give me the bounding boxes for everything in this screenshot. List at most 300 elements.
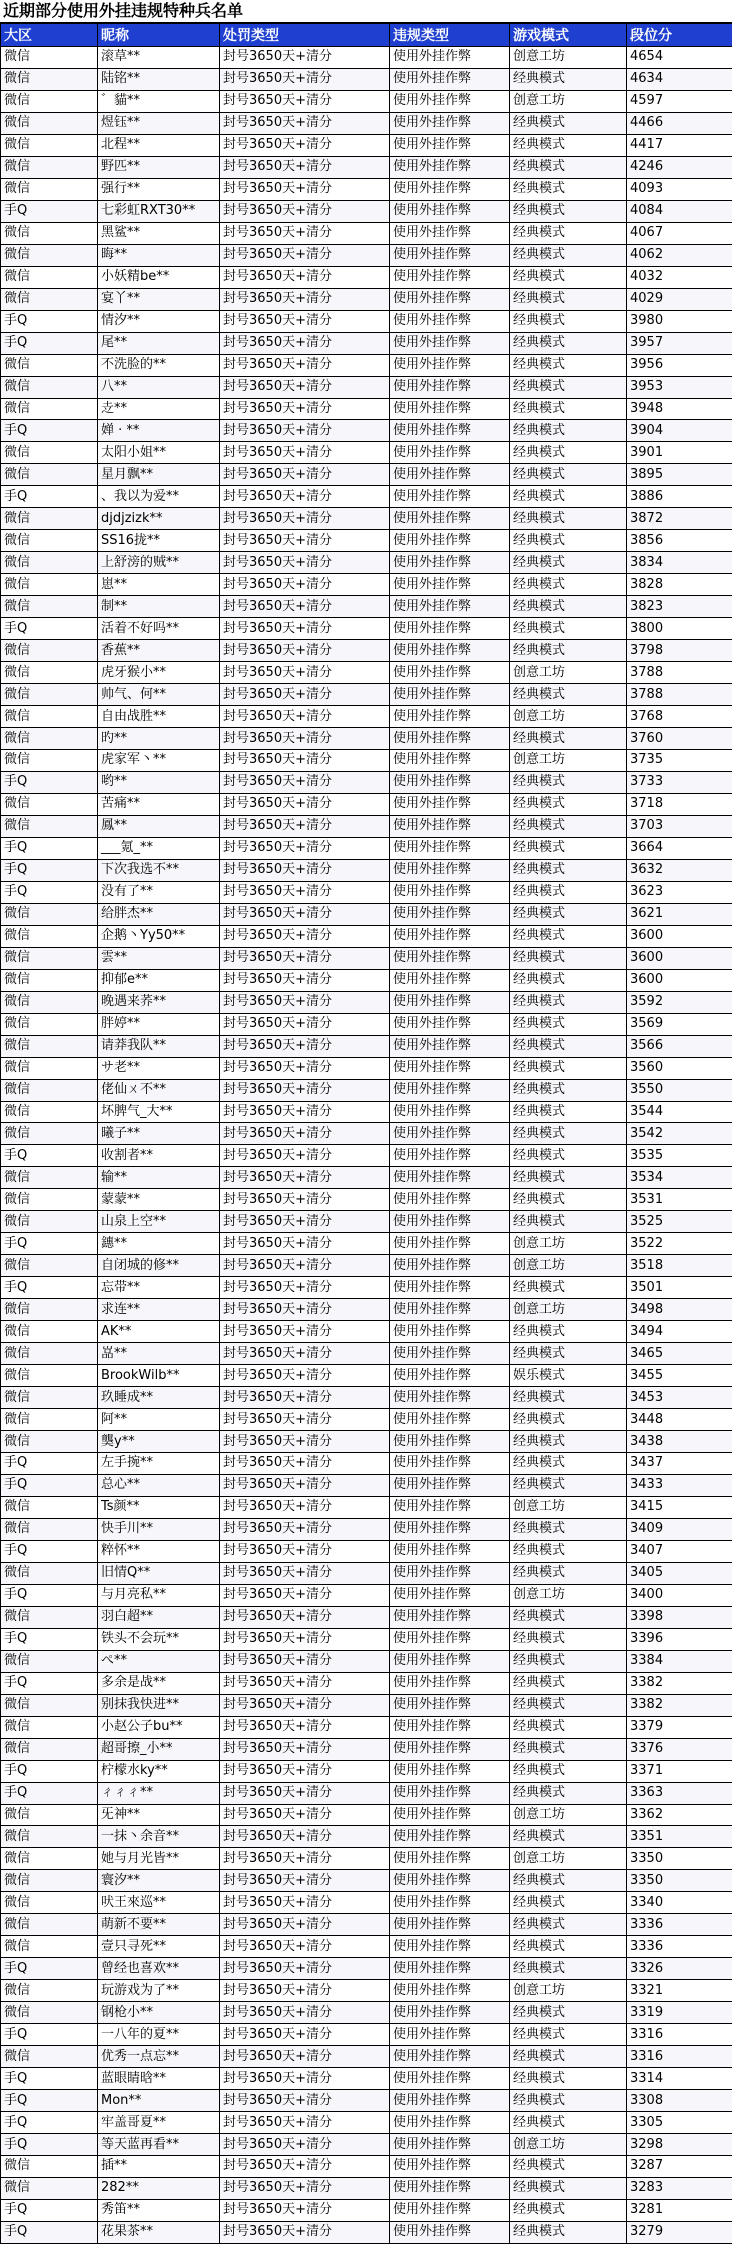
cell-rank-score: 3760: [627, 728, 732, 750]
cell-violation-type: 使用外挂作弊: [390, 947, 510, 969]
cell-game-mode: 创意工坊: [510, 1255, 627, 1277]
cell-region: 微信: [1, 1321, 98, 1343]
table-row: [1, 640, 732, 662]
cell-penalty-type: 封号3650天+清分: [220, 1804, 390, 1826]
cell-nickname: 一抹丶余音**: [98, 1826, 220, 1848]
cell-nickname: 没有了**: [98, 881, 220, 903]
cell-penalty-type: 封号3650天+清分: [220, 332, 390, 354]
cell-rank-score: 3433: [627, 1474, 732, 1496]
cell-penalty-type: 封号3650天+清分: [220, 134, 390, 156]
cell-game-mode: 经典模式: [510, 2002, 627, 2024]
cell-penalty-type: 封号3650天+清分: [220, 1365, 390, 1387]
cell-rank-score: 4084: [627, 200, 732, 222]
table-row: [1, 684, 732, 706]
cell-nickname: ぺ**: [98, 1650, 220, 1672]
table-row: [1, 728, 732, 750]
table-row: [1, 837, 732, 859]
cell-rank-score: 4062: [627, 244, 732, 266]
cell-violation-type: 使用外挂作弊: [390, 1409, 510, 1431]
cell-region: 微信: [1, 222, 98, 244]
cell-rank-score: 3600: [627, 925, 732, 947]
table-row: [1, 1936, 732, 1958]
cell-region: 微信: [1, 1892, 98, 1914]
cell-nickname: 柠檬水ky**: [98, 1760, 220, 1782]
cell-penalty-type: 封号3650天+清分: [220, 596, 390, 618]
cell-game-mode: 经典模式: [510, 1189, 627, 1211]
cell-region: 微信: [1, 1914, 98, 1936]
cell-game-mode: 经典模式: [510, 947, 627, 969]
cell-rank-score: 3872: [627, 508, 732, 530]
cell-nickname: 求连**: [98, 1299, 220, 1321]
cell-rank-score: 4597: [627, 90, 732, 112]
cell-region: 微信: [1, 1365, 98, 1387]
cell-violation-type: 使用外挂作弊: [390, 706, 510, 728]
cell-violation-type: 使用外挂作弊: [390, 1255, 510, 1277]
cell-violation-type: 使用外挂作弊: [390, 771, 510, 793]
cell-violation-type: 使用外挂作弊: [390, 1431, 510, 1453]
cell-rank-score: 3316: [627, 2024, 732, 2046]
cell-region: 微信: [1, 1255, 98, 1277]
cell-nickname: 粹怀**: [98, 1540, 220, 1562]
cell-penalty-type: 封号3650天+清分: [220, 2221, 390, 2243]
cell-nickname: 苦痛**: [98, 793, 220, 815]
cell-region: 微信: [1, 793, 98, 815]
cell-penalty-type: 封号3650天+清分: [220, 1409, 390, 1431]
cell-nickname: 晦**: [98, 244, 220, 266]
cell-rank-score: 4246: [627, 156, 732, 178]
cell-game-mode: 经典模式: [510, 354, 627, 376]
cell-rank-score: 3283: [627, 2177, 732, 2199]
table-row: [1, 266, 732, 288]
cell-rank-score: 3362: [627, 1804, 732, 1826]
table-row: [1, 68, 732, 90]
table-row: [1, 1870, 732, 1892]
cell-nickname: 抑郁e**: [98, 969, 220, 991]
cell-penalty-type: 封号3650天+清分: [220, 1892, 390, 1914]
cell-rank-score: 3340: [627, 1892, 732, 1914]
cell-rank-score: 3632: [627, 859, 732, 881]
cell-game-mode: 经典模式: [510, 1211, 627, 1233]
cell-nickname: 鳳**: [98, 815, 220, 837]
cell-violation-type: 使用外挂作弊: [390, 1738, 510, 1760]
cell-game-mode: 经典模式: [510, 903, 627, 925]
cell-rank-score: 3957: [627, 332, 732, 354]
table-row: [1, 1409, 732, 1431]
cell-violation-type: 使用外挂作弊: [390, 420, 510, 442]
header-violation-type: 违规类型: [390, 24, 510, 47]
cell-rank-score: 3621: [627, 903, 732, 925]
table-row: [1, 310, 732, 332]
cell-violation-type: 使用外挂作弊: [390, 969, 510, 991]
cell-region: 微信: [1, 574, 98, 596]
cell-rank-score: 3518: [627, 1255, 732, 1277]
cell-rank-score: 4417: [627, 134, 732, 156]
table-row: [1, 2024, 732, 2046]
cell-region: 微信: [1, 464, 98, 486]
table-row: [1, 1453, 732, 1475]
cell-region: 微信: [1, 1826, 98, 1848]
cell-rank-score: 3735: [627, 750, 732, 772]
cell-violation-type: 使用外挂作弊: [390, 1277, 510, 1299]
cell-game-mode: 创意工坊: [510, 1848, 627, 1870]
cell-game-mode: 经典模式: [510, 1101, 627, 1123]
cell-nickname: ゛貓**: [98, 90, 220, 112]
cell-penalty-type: 封号3650天+清分: [220, 200, 390, 222]
cell-penalty-type: 封号3650天+清分: [220, 1914, 390, 1936]
cell-region: 微信: [1, 1848, 98, 1870]
cell-nickname: djdjzizk**: [98, 508, 220, 530]
cell-penalty-type: 封号3650天+清分: [220, 1870, 390, 1892]
cell-game-mode: 经典模式: [510, 1079, 627, 1101]
cell-violation-type: 使用外挂作弊: [390, 1650, 510, 1672]
cell-nickname: 插**: [98, 2156, 220, 2178]
cell-violation-type: 使用外挂作弊: [390, 1958, 510, 1980]
cell-rank-score: 3376: [627, 1738, 732, 1760]
cell-violation-type: 使用外挂作弊: [390, 354, 510, 376]
cell-game-mode: 经典模式: [510, 2024, 627, 2046]
cell-penalty-type: 封号3650天+清分: [220, 112, 390, 134]
cell-region: 微信: [1, 1738, 98, 1760]
cell-violation-type: 使用外挂作弊: [390, 925, 510, 947]
cell-game-mode: 经典模式: [510, 1431, 627, 1453]
cell-game-mode: 经典模式: [510, 1145, 627, 1167]
header-game-mode: 游戏模式: [510, 24, 627, 47]
table-row: [1, 420, 732, 442]
cell-game-mode: 经典模式: [510, 332, 627, 354]
cell-nickname: 嵓**: [98, 1343, 220, 1365]
cell-penalty-type: 封号3650天+清分: [220, 1606, 390, 1628]
cell-penalty-type: 封号3650天+清分: [220, 1716, 390, 1738]
cell-region: 手Q: [1, 881, 98, 903]
cell-penalty-type: 封号3650天+清分: [220, 2068, 390, 2090]
cell-penalty-type: 封号3650天+清分: [220, 464, 390, 486]
cell-game-mode: 经典模式: [510, 68, 627, 90]
cell-violation-type: 使用外挂作弊: [390, 2134, 510, 2156]
cell-violation-type: 使用外挂作弊: [390, 1365, 510, 1387]
cell-rank-score: 3400: [627, 1584, 732, 1606]
cell-penalty-type: 封号3650天+清分: [220, 1584, 390, 1606]
cell-nickname: 崽**: [98, 574, 220, 596]
cell-nickname: 牢盖哥夏**: [98, 2112, 220, 2134]
table-row: [1, 793, 732, 815]
cell-nickname: 铁头不会玩**: [98, 1628, 220, 1650]
table-row: [1, 508, 732, 530]
cell-penalty-type: 封号3650天+清分: [220, 178, 390, 200]
cell-game-mode: 经典模式: [510, 222, 627, 244]
cell-nickname: 壹只寻死**: [98, 1936, 220, 1958]
cell-game-mode: 经典模式: [510, 1826, 627, 1848]
cell-penalty-type: 封号3650天+清分: [220, 684, 390, 706]
cell-violation-type: 使用外挂作弊: [390, 1694, 510, 1716]
cell-nickname: 哟**: [98, 771, 220, 793]
cell-region: 手Q: [1, 1453, 98, 1475]
cell-rank-score: 3980: [627, 310, 732, 332]
cell-violation-type: 使用外挂作弊: [390, 728, 510, 750]
cell-violation-type: 使用外挂作弊: [390, 2024, 510, 2046]
table-row: [1, 1431, 732, 1453]
cell-nickname: 钢枪小**: [98, 2002, 220, 2024]
cell-game-mode: 经典模式: [510, 112, 627, 134]
cell-rank-score: 3316: [627, 2046, 732, 2068]
cell-violation-type: 使用外挂作弊: [390, 1101, 510, 1123]
cell-violation-type: 使用外挂作弊: [390, 1584, 510, 1606]
cell-violation-type: 使用外挂作弊: [390, 178, 510, 200]
cell-region: 手Q: [1, 200, 98, 222]
cell-violation-type: 使用外挂作弊: [390, 2090, 510, 2112]
cell-game-mode: 经典模式: [510, 288, 627, 310]
cell-game-mode: 创意工坊: [510, 706, 627, 728]
cell-game-mode: 经典模式: [510, 200, 627, 222]
cell-penalty-type: 封号3650天+清分: [220, 1123, 390, 1145]
cell-penalty-type: 封号3650天+清分: [220, 288, 390, 310]
table-row: [1, 1562, 732, 1584]
cell-violation-type: 使用外挂作弊: [390, 530, 510, 552]
cell-violation-type: 使用外挂作弊: [390, 1562, 510, 1584]
table-row: [1, 2156, 732, 2178]
table-row: [1, 1101, 732, 1123]
cell-violation-type: 使用外挂作弊: [390, 1892, 510, 1914]
table-row: [1, 881, 732, 903]
cell-rank-score: 4654: [627, 47, 732, 69]
table-row: [1, 969, 732, 991]
cell-rank-score: 3534: [627, 1167, 732, 1189]
cell-violation-type: 使用外挂作弊: [390, 1980, 510, 2002]
cell-penalty-type: 封号3650天+清分: [220, 903, 390, 925]
cell-region: 微信: [1, 2046, 98, 2068]
table-row: [1, 1255, 732, 1277]
cell-violation-type: 使用外挂作弊: [390, 881, 510, 903]
cell-region: 微信: [1, 1496, 98, 1518]
cell-game-mode: 经典模式: [510, 1387, 627, 1409]
cell-region: 手Q: [1, 332, 98, 354]
cell-nickname: 别抹我快进**: [98, 1694, 220, 1716]
cell-nickname: サ老**: [98, 1057, 220, 1079]
table-row: [1, 1343, 732, 1365]
cell-game-mode: 经典模式: [510, 156, 627, 178]
cell-game-mode: 娱乐模式: [510, 1365, 627, 1387]
cell-game-mode: 经典模式: [510, 1540, 627, 1562]
cell-penalty-type: 封号3650天+清分: [220, 750, 390, 772]
cell-region: 微信: [1, 750, 98, 772]
cell-game-mode: 经典模式: [510, 991, 627, 1013]
cell-region: 微信: [1, 947, 98, 969]
cell-game-mode: 经典模式: [510, 2156, 627, 2178]
cell-region: 微信: [1, 728, 98, 750]
cell-violation-type: 使用外挂作弊: [390, 1123, 510, 1145]
table-row: [1, 222, 732, 244]
cell-rank-score: 3298: [627, 2134, 732, 2156]
cell-nickname: 陆铭**: [98, 68, 220, 90]
cell-penalty-type: 封号3650天+清分: [220, 837, 390, 859]
cell-region: 微信: [1, 1101, 98, 1123]
table-row: [1, 112, 732, 134]
table-row: [1, 925, 732, 947]
cell-rank-score: 3828: [627, 574, 732, 596]
cell-region: 微信: [1, 376, 98, 398]
cell-game-mode: 经典模式: [510, 1123, 627, 1145]
cell-nickname: 旡神**: [98, 1804, 220, 1826]
cell-nickname: 星月飘**: [98, 464, 220, 486]
cell-rank-score: 3904: [627, 420, 732, 442]
cell-violation-type: 使用外挂作弊: [390, 1496, 510, 1518]
cell-game-mode: 经典模式: [510, 925, 627, 947]
cell-penalty-type: 封号3650天+清分: [220, 1299, 390, 1321]
table-row: [1, 552, 732, 574]
cell-region: 手Q: [1, 1584, 98, 1606]
cell-game-mode: 经典模式: [510, 442, 627, 464]
cell-violation-type: 使用外挂作弊: [390, 837, 510, 859]
cell-rank-score: 3279: [627, 2221, 732, 2243]
cell-violation-type: 使用外挂作弊: [390, 1540, 510, 1562]
cell-game-mode: 经典模式: [510, 1628, 627, 1650]
cell-nickname: 虎家军丶**: [98, 750, 220, 772]
cell-penalty-type: 封号3650天+清分: [220, 1101, 390, 1123]
cell-violation-type: 使用外挂作弊: [390, 2177, 510, 2199]
cell-game-mode: 创意工坊: [510, 1584, 627, 1606]
cell-region: 手Q: [1, 420, 98, 442]
cell-violation-type: 使用外挂作弊: [390, 332, 510, 354]
cell-violation-type: 使用外挂作弊: [390, 1233, 510, 1255]
cell-violation-type: 使用外挂作弊: [390, 244, 510, 266]
cell-region: 微信: [1, 925, 98, 947]
cell-rank-score: 3788: [627, 684, 732, 706]
cell-game-mode: 经典模式: [510, 1453, 627, 1475]
table-row: [1, 1738, 732, 1760]
table-row: [1, 1035, 732, 1057]
cell-nickname: SS16拢**: [98, 530, 220, 552]
cell-rank-score: 3379: [627, 1716, 732, 1738]
table-row: [1, 47, 732, 69]
cell-penalty-type: 封号3650天+清分: [220, 2090, 390, 2112]
cell-game-mode: 经典模式: [510, 1738, 627, 1760]
cell-region: 微信: [1, 2177, 98, 2199]
cell-game-mode: 经典模式: [510, 728, 627, 750]
table-row: [1, 750, 732, 772]
cell-penalty-type: 封号3650天+清分: [220, 1387, 390, 1409]
cell-violation-type: 使用外挂作弊: [390, 1518, 510, 1540]
table-row: [1, 1211, 732, 1233]
cell-nickname: 忘带**: [98, 1277, 220, 1299]
cell-rank-score: 3956: [627, 354, 732, 376]
cell-rank-score: 3703: [627, 815, 732, 837]
cell-violation-type: 使用外挂作弊: [390, 859, 510, 881]
cell-game-mode: 经典模式: [510, 881, 627, 903]
cell-game-mode: 创意工坊: [510, 90, 627, 112]
cell-violation-type: 使用外挂作弊: [390, 2112, 510, 2134]
cell-region: 手Q: [1, 1672, 98, 1694]
cell-rank-score: 3768: [627, 706, 732, 728]
cell-violation-type: 使用外挂作弊: [390, 1804, 510, 1826]
table-row: [1, 1496, 732, 1518]
cell-nickname: 山泉上空**: [98, 1211, 220, 1233]
table-row: [1, 2112, 732, 2134]
cell-rank-score: 3350: [627, 1870, 732, 1892]
cell-game-mode: 经典模式: [510, 2068, 627, 2090]
cell-penalty-type: 封号3650天+清分: [220, 771, 390, 793]
cell-rank-score: 3664: [627, 837, 732, 859]
cell-nickname: 强行**: [98, 178, 220, 200]
table-row: [1, 1628, 732, 1650]
cell-nickname: 左手捥**: [98, 1453, 220, 1475]
cell-violation-type: 使用外挂作弊: [390, 222, 510, 244]
cell-region: 微信: [1, 1299, 98, 1321]
cell-violation-type: 使用外挂作弊: [390, 1145, 510, 1167]
cell-violation-type: 使用外挂作弊: [390, 1606, 510, 1628]
table-row: [1, 596, 732, 618]
cell-region: 微信: [1, 112, 98, 134]
cell-penalty-type: 封号3650天+清分: [220, 244, 390, 266]
table-row: [1, 1540, 732, 1562]
cell-nickname: 羽白超**: [98, 1606, 220, 1628]
table-row: [1, 244, 732, 266]
cell-game-mode: 经典模式: [510, 1518, 627, 1540]
cell-game-mode: 经典模式: [510, 1892, 627, 1914]
cell-region: 手Q: [1, 2090, 98, 2112]
cell-nickname: 鏸**: [98, 1233, 220, 1255]
cell-region: 微信: [1, 1606, 98, 1628]
cell-rank-score: 3494: [627, 1321, 732, 1343]
cell-region: 微信: [1, 1870, 98, 1892]
cell-rank-score: 3798: [627, 640, 732, 662]
table-row: [1, 2134, 732, 2156]
cell-region: 微信: [1, 266, 98, 288]
cell-rank-score: 3305: [627, 2112, 732, 2134]
cell-game-mode: 经典模式: [510, 1936, 627, 1958]
cell-violation-type: 使用外挂作弊: [390, 156, 510, 178]
cell-violation-type: 使用外挂作弊: [390, 266, 510, 288]
cell-game-mode: 经典模式: [510, 178, 627, 200]
cell-game-mode: 经典模式: [510, 1321, 627, 1343]
table-row: [1, 1716, 732, 1738]
cell-penalty-type: 封号3650天+清分: [220, 1496, 390, 1518]
table-row: [1, 1892, 732, 1914]
cell-region: 手Q: [1, 859, 98, 881]
cell-penalty-type: 封号3650天+清分: [220, 1079, 390, 1101]
cell-violation-type: 使用外挂作弊: [390, 1321, 510, 1343]
cell-game-mode: 经典模式: [510, 771, 627, 793]
cell-penalty-type: 封号3650天+清分: [220, 1343, 390, 1365]
cell-game-mode: 创意工坊: [510, 1299, 627, 1321]
cell-game-mode: 经典模式: [510, 969, 627, 991]
cell-region: 微信: [1, 969, 98, 991]
cell-penalty-type: 封号3650天+清分: [220, 2002, 390, 2024]
table-row: [1, 1299, 732, 1321]
cell-game-mode: 创意工坊: [510, 662, 627, 684]
cell-nickname: 不洗脸的**: [98, 354, 220, 376]
cell-rank-score: 3321: [627, 1980, 732, 2002]
cell-game-mode: 经典模式: [510, 1716, 627, 1738]
cell-penalty-type: 封号3650天+清分: [220, 1255, 390, 1277]
cell-rank-score: 3525: [627, 1211, 732, 1233]
cell-nickname: 黑鲨**: [98, 222, 220, 244]
cell-region: 微信: [1, 1804, 98, 1826]
cell-region: 微信: [1, 662, 98, 684]
table-row: [1, 464, 732, 486]
cell-game-mode: 创意工坊: [510, 1980, 627, 2002]
cell-penalty-type: 封号3650天+清分: [220, 1694, 390, 1716]
cell-violation-type: 使用外挂作弊: [390, 1167, 510, 1189]
cell-violation-type: 使用外挂作弊: [390, 640, 510, 662]
cell-game-mode: 经典模式: [510, 376, 627, 398]
cell-violation-type: 使用外挂作弊: [390, 1343, 510, 1365]
cell-penalty-type: 封号3650天+清分: [220, 90, 390, 112]
table-row: [1, 1694, 732, 1716]
cell-region: 手Q: [1, 2221, 98, 2243]
cell-violation-type: 使用外挂作弊: [390, 1716, 510, 1738]
cell-rank-score: 4067: [627, 222, 732, 244]
cell-nickname: ___氪_**: [98, 837, 220, 859]
cell-region: 微信: [1, 244, 98, 266]
